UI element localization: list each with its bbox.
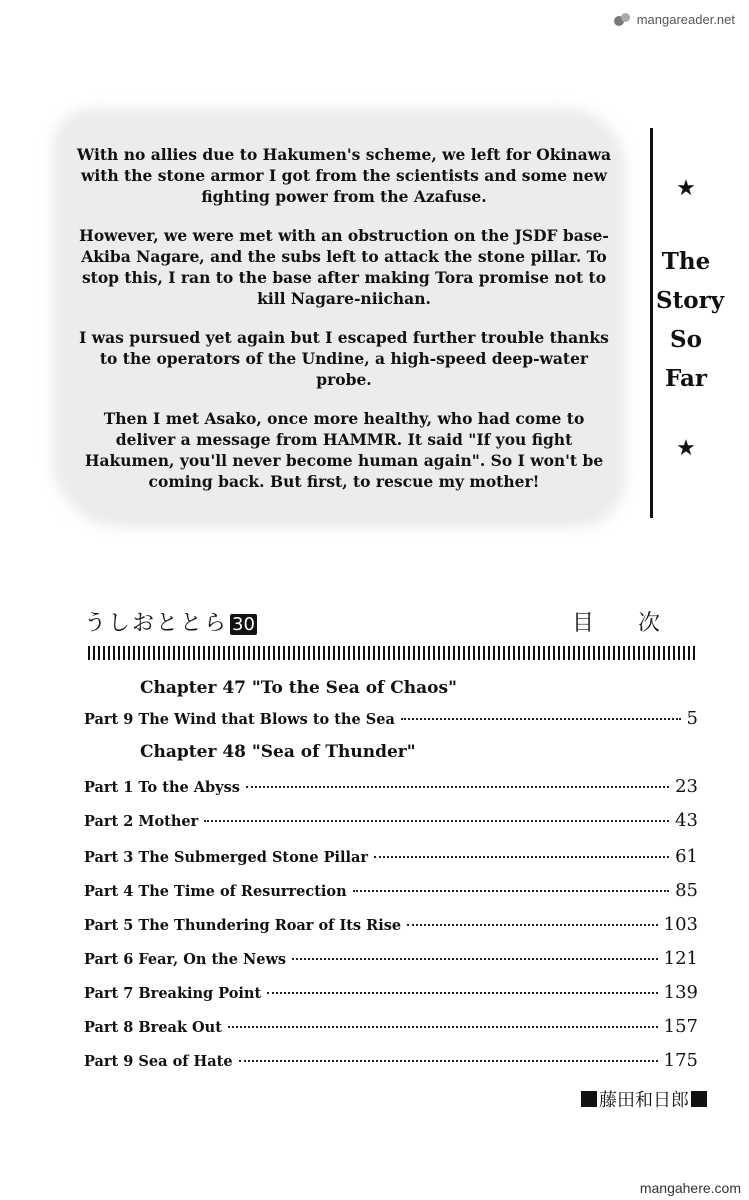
dot-leader: [353, 890, 669, 892]
entry-page: 175: [663, 1050, 698, 1071]
toc-entry: [84, 982, 698, 1003]
square-bullet-icon: [581, 1091, 597, 1107]
entry-page: 121: [663, 948, 698, 969]
title-line: Story: [656, 287, 725, 314]
dot-leader: [407, 924, 658, 926]
dot-leader: [246, 786, 669, 788]
entry-page: 5: [686, 708, 698, 729]
entry-page: 157: [663, 1016, 698, 1037]
dot-leader: [228, 1026, 658, 1028]
watermark-top: [614, 12, 735, 27]
entry-page: 43: [675, 810, 698, 831]
volume-badge: 30: [232, 614, 255, 635]
entry-title: Part 7 Breaking Point: [84, 985, 262, 1002]
dot-leader: [267, 992, 657, 994]
dot-leader: [204, 820, 669, 822]
entry-title: Part 6 Fear, On the News: [84, 951, 287, 968]
toc-entry: [84, 914, 698, 935]
entry-title: Part 2 Mother: [84, 813, 199, 830]
entry-title: Part 1 To the Abyss: [84, 779, 240, 796]
series-title: [84, 606, 257, 637]
entry-page: 139: [663, 982, 698, 1003]
title-line: So: [670, 326, 702, 353]
entry-page: 61: [675, 846, 698, 867]
story-summary: [74, 144, 614, 510]
toc-entry: [84, 1050, 698, 1071]
chapter-heading: Chapter 47 "To the Sea of Chaos": [140, 678, 457, 698]
author-name: 藤田和日郎: [599, 1090, 689, 1111]
summary-paragraph: Then I met Asako, once more healthy, who had come to deliver a message from HAMMR. It said "If you fight Hakumen, you'll never become human again". So I won't be coming back. But first, to rescue my mother!: [84, 409, 604, 491]
toc-entry: [84, 948, 698, 969]
chapter-heading: Chapter 48 "Sea of Thunder": [140, 742, 416, 762]
star-icon: ★: [676, 176, 696, 201]
entry-title: Part 4 The Time of Resurrection: [84, 883, 347, 900]
toc-entry: [84, 810, 698, 831]
summary-paragraph: However, we were met with an obstruction on the JSDF base- Akiba Nagare, and the subs left to attack the stone pillar. To stop this, I ran to the base after making Tora promise not to kill Nagare-niichan.: [79, 226, 609, 308]
story-so-far-label: [656, 176, 725, 461]
watermark-top-text: mangareader.net: [636, 12, 735, 27]
entry-title: Part 9 The Wind that Blows to the Sea: [84, 711, 395, 728]
entry-page: 23: [675, 776, 698, 797]
entry-page: 85: [675, 880, 698, 901]
dot-leader: [292, 958, 658, 960]
title-line: Far: [664, 365, 708, 392]
entry-title: Part 3 The Submerged Stone Pillar: [84, 849, 369, 866]
entry-page: 103: [663, 914, 698, 935]
summary-paragraph: With no allies due to Hakumen's scheme, we left for Okinawa with the stone armor I got from the scientists and some new fighting power from the Azafuse.: [76, 145, 612, 206]
toc-entry: [84, 846, 698, 867]
story-so-far-title: [656, 242, 725, 398]
dot-leader: [401, 718, 681, 720]
side-divider: [650, 128, 653, 518]
entry-title: Part 9 Sea of Hate: [84, 1053, 233, 1070]
author-credit: [581, 1086, 707, 1112]
title-line: The: [661, 248, 711, 275]
summary-paragraph: I was pursued yet again but I escaped further trouble thanks to the operators of the Undine, a high-speed deep-water probe.: [79, 328, 609, 389]
toc-entry: [84, 1016, 698, 1037]
toc-entry: [84, 880, 698, 901]
series-title-text: うしおととら: [84, 611, 229, 636]
watermark-bottom: mangahere.com: [639, 1180, 741, 1196]
entry-title: Part 8 Break Out: [84, 1019, 222, 1036]
contents-heading: 目次: [571, 611, 704, 636]
mangareader-logo-icon: [614, 13, 632, 27]
star-icon: ★: [676, 436, 696, 461]
toc-entry: [84, 708, 698, 729]
decorative-rule: [88, 646, 698, 660]
toc-entry: [84, 776, 698, 797]
dot-leader: [374, 856, 669, 858]
toc-header: [84, 606, 704, 638]
entry-title: Part 5 The Thundering Roar of Its Rise: [84, 917, 402, 934]
dot-leader: [239, 1060, 658, 1062]
square-bullet-icon: [691, 1091, 707, 1107]
